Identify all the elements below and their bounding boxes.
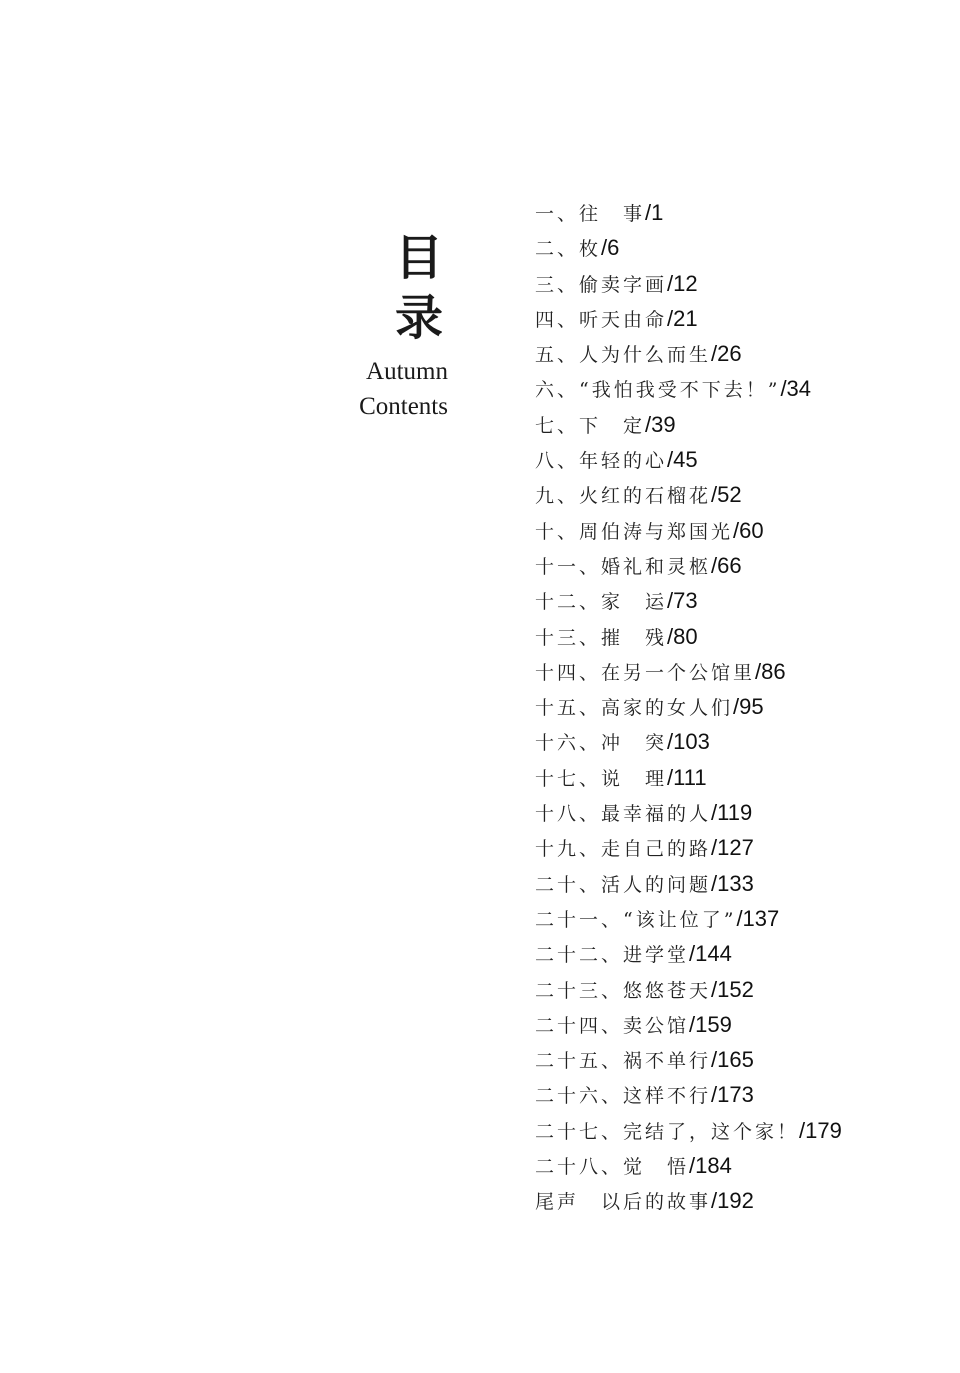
toc-entry[interactable] bbox=[535, 477, 842, 512]
toc-entry-title: 九、火红的石榴花 bbox=[535, 485, 712, 508]
toc-entry[interactable] bbox=[535, 548, 842, 583]
toc-entry-page: /95 bbox=[733, 694, 764, 720]
toc-entry-page: /152 bbox=[711, 976, 754, 1002]
toc-entry-title: 十六、冲 突 bbox=[535, 732, 668, 755]
toc-entry[interactable] bbox=[535, 301, 842, 336]
toc-entry-title: 七、下 定 bbox=[535, 414, 646, 437]
toc-entry-title: 十四、在另一个公馆里 bbox=[535, 661, 756, 684]
toc-entry-page: /21 bbox=[667, 305, 698, 331]
toc-entry-page: /165 bbox=[711, 1047, 754, 1073]
toc-entry-title: 十三、摧 残 bbox=[535, 626, 668, 649]
toc-entry-title: 十二、家 运 bbox=[535, 591, 668, 614]
toc-entry[interactable] bbox=[535, 795, 842, 830]
toc-entry-page: /184 bbox=[689, 1153, 732, 1179]
toc-entry[interactable] bbox=[535, 1148, 842, 1183]
toc-entry[interactable] bbox=[535, 1007, 842, 1042]
toc-entry-title: 二十五、祸不单行 bbox=[535, 1050, 712, 1073]
toc-entry-page: /39 bbox=[645, 411, 676, 437]
toc-entry-page: /111 bbox=[667, 764, 707, 790]
toc-entry-title: 十七、说 理 bbox=[535, 767, 668, 790]
toc-entry-page: /26 bbox=[711, 341, 742, 367]
toc-entry-title: 二十八、觉 悟 bbox=[535, 1156, 690, 1179]
toc-entry[interactable] bbox=[535, 442, 842, 477]
toc-entry-title: 三、偷卖字画 bbox=[535, 273, 668, 296]
toc-entry[interactable] bbox=[535, 230, 842, 265]
toc-entry-title: 二十二、进学堂 bbox=[535, 944, 690, 967]
toc-entry-title: 五、人为什么而生 bbox=[535, 344, 712, 367]
toc-entry[interactable] bbox=[535, 901, 842, 936]
toc-entry-page: /86 bbox=[755, 658, 786, 684]
toc-entry-page: /133 bbox=[711, 870, 754, 896]
toc-entry[interactable] bbox=[535, 972, 842, 1007]
toc-entry[interactable] bbox=[535, 866, 842, 901]
toc-entry-title: 二十一、“该让位了” bbox=[535, 908, 737, 931]
toc-entry-title: 八、年轻的心 bbox=[535, 450, 668, 473]
toc-entry[interactable] bbox=[535, 619, 842, 654]
toc-entry[interactable] bbox=[535, 830, 842, 865]
toc-entry-page: /60 bbox=[733, 517, 764, 543]
toc-entry-title: 一、往 事 bbox=[535, 203, 646, 225]
toc-entry-page: /73 bbox=[667, 588, 698, 614]
toc-entry-title: 六、“我怕我受不下去！” bbox=[535, 379, 781, 402]
toc-entry-page: /173 bbox=[711, 1082, 754, 1108]
toc-entry-page: /66 bbox=[711, 552, 742, 578]
toc-entry-title: 十五、高家的女人们 bbox=[535, 697, 734, 720]
toc-entry-page: /144 bbox=[689, 941, 732, 967]
toc-heading bbox=[330, 228, 448, 424]
toc-entry-title: 二十三、悠悠苍天 bbox=[535, 979, 712, 1002]
toc-entry-title: 二十七、完结了，这个家！ bbox=[535, 1120, 800, 1143]
toc-entry-title: 十八、最幸福的人 bbox=[535, 803, 712, 826]
toc-entry[interactable] bbox=[535, 760, 842, 795]
toc-entry[interactable] bbox=[535, 654, 842, 689]
toc-entry[interactable] bbox=[535, 1183, 842, 1218]
toc-entry[interactable] bbox=[535, 724, 842, 759]
toc-entry-title: 十九、走自己的路 bbox=[535, 838, 712, 861]
toc-entry-title: 二十、活人的问题 bbox=[535, 873, 712, 896]
toc-entry[interactable] bbox=[535, 266, 842, 301]
toc-entry[interactable] bbox=[535, 407, 842, 442]
heading-subtitle-autumn: Autumn bbox=[366, 358, 448, 385]
toc-entry-title: 十、周伯涛与郑国光 bbox=[535, 520, 734, 543]
toc-entry-title: 十一、婚礼和灵柩 bbox=[535, 555, 712, 578]
toc-entry-page: /80 bbox=[667, 623, 698, 649]
table-of-contents bbox=[535, 195, 842, 1219]
heading-subtitle-contents: Contents bbox=[359, 393, 448, 420]
toc-entry[interactable] bbox=[535, 689, 842, 724]
toc-entry[interactable] bbox=[535, 1042, 842, 1077]
toc-entry-page: /192 bbox=[711, 1188, 754, 1214]
toc-entry[interactable] bbox=[535, 583, 842, 618]
toc-entry-page: /103 bbox=[667, 729, 710, 755]
toc-entry-page: /34 bbox=[780, 376, 812, 402]
toc-entry-title: 二十四、卖公馆 bbox=[535, 1014, 690, 1037]
toc-entry-page: /45 bbox=[667, 447, 698, 473]
toc-entry-page: /127 bbox=[711, 835, 754, 861]
toc-entry[interactable] bbox=[535, 1077, 842, 1112]
toc-entry-title: 二、枚 bbox=[535, 238, 602, 261]
toc-entry-title: 尾声 以后的故事 bbox=[535, 1191, 712, 1214]
toc-entry-page: /52 bbox=[711, 482, 742, 508]
toc-entry-page: /159 bbox=[689, 1011, 732, 1037]
toc-entry-title: 四、听天由命 bbox=[535, 308, 668, 331]
heading-title-char-1: 目 bbox=[394, 230, 443, 286]
toc-entry-page: /137 bbox=[736, 905, 780, 931]
toc-entry[interactable] bbox=[535, 336, 842, 371]
toc-entry-page: /1 bbox=[645, 200, 664, 225]
toc-entry[interactable] bbox=[535, 195, 842, 230]
toc-entry-page: /6 bbox=[601, 235, 620, 261]
toc-entry[interactable] bbox=[535, 371, 842, 406]
heading-title-char-2: 录 bbox=[394, 290, 443, 346]
toc-entry-title: 二十六、这样不行 bbox=[535, 1085, 712, 1108]
toc-entry-page: /12 bbox=[667, 270, 698, 296]
toc-entry-page: /179 bbox=[799, 1117, 842, 1143]
toc-entry[interactable] bbox=[535, 513, 842, 548]
toc-entry-page: /119 bbox=[711, 800, 753, 826]
toc-entry[interactable] bbox=[535, 936, 842, 971]
toc-entry[interactable] bbox=[535, 1113, 842, 1148]
